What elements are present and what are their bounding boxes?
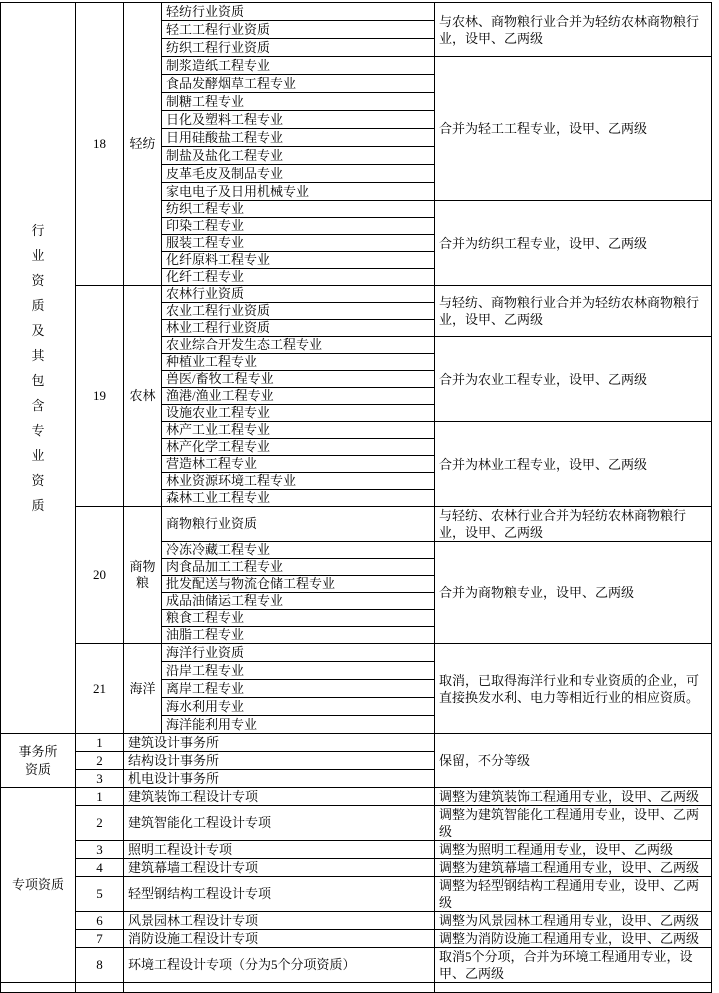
special-item-cell: 风景园林工程设计专项	[124, 912, 435, 930]
special-no-cell: 6	[76, 912, 124, 930]
qualification-item-cell: 油脂工程专业	[162, 627, 435, 644]
special-note-cell: 调整为照明工程通用专业，设甲、乙两级	[435, 841, 712, 859]
qualification-item-cell: 沿岸工程专业	[162, 662, 435, 680]
industry-category-cell: 轻纺	[124, 3, 162, 286]
qualification-item-cell: 林产化学工程专业	[162, 439, 435, 456]
qualification-item-cell: 日用硅酸盐工程专业	[162, 129, 435, 147]
qualification-item-cell: 农业综合开发生态工程专业	[162, 337, 435, 354]
industry-no-cell: 21	[76, 644, 124, 734]
qualification-item-cell: 日化及塑料工程专业	[162, 111, 435, 129]
office-item-cell: 机电设计事务所	[124, 770, 435, 788]
qualification-item-cell: 林业工程行业资质	[162, 320, 435, 337]
office-no-cell: 1	[76, 734, 124, 752]
qualification-item-cell: 化纤工程专业	[162, 269, 435, 286]
note-cell: 与轻纺、商物粮行业合并为轻纺农林商物粮行业，设甲、乙两级	[435, 286, 712, 337]
qualification-item-cell: 肉食品加工工程专业	[162, 559, 435, 576]
qualification-item-cell: 粮食工程专业	[162, 610, 435, 627]
special-no-cell: 3	[76, 841, 124, 859]
office-note-cell: 保留，不分等级	[435, 734, 712, 788]
industry-section-label: 行业资质及其包含专业资质	[31, 223, 45, 513]
note-cell: 与轻纺、农林行业合并为轻纺农林商物粮行业，设甲、乙两级	[435, 507, 712, 542]
note-cell: 合并为林业工程专业，设甲、乙两级	[435, 422, 712, 507]
qualification-item-cell: 海水利用专业	[162, 698, 435, 716]
qualification-item-cell: 林业资源环境工程专业	[162, 473, 435, 490]
cutoff-cell	[76, 983, 124, 993]
industry-no-cell: 18	[76, 3, 124, 286]
special-note-cell: 调整为建筑幕墙工程通用专业，设甲、乙两级	[435, 859, 712, 877]
special-no-cell: 7	[76, 930, 124, 948]
special-item-cell: 建筑幕墙工程设计专项	[124, 859, 435, 877]
qualification-item-cell: 印染工程专业	[162, 218, 435, 235]
qualification-item-cell: 兽医/畜牧工程专业	[162, 371, 435, 388]
office-section-label: 事务所资质	[18, 743, 58, 777]
qualification-item-cell: 营造林工程专业	[162, 456, 435, 473]
qualification-table	[0, 2, 712, 993]
cutoff-cell	[1, 983, 76, 993]
qualification-item-cell: 冷冻冷藏工程专业	[162, 542, 435, 559]
qualification-item-cell: 离岸工程专业	[162, 680, 435, 698]
cutoff-cell	[435, 983, 712, 993]
special-no-cell: 2	[76, 806, 124, 841]
industry-no-cell: 20	[76, 507, 124, 644]
qualification-item-cell: 批发配送与物流仓储工程专业	[162, 576, 435, 593]
office-item-cell: 建筑设计事务所	[124, 734, 435, 752]
qualification-item-cell: 林产工业工程专业	[162, 422, 435, 439]
cutoff-row	[1, 983, 712, 993]
special-section-label-cell: 专项资质	[1, 788, 76, 983]
qualification-item-cell: 皮革毛皮及制品专业	[162, 165, 435, 183]
industry-no-cell: 19	[76, 286, 124, 507]
office-item-cell: 结构设计事务所	[124, 752, 435, 770]
qualification-item-cell: 家电电子及日用机械专业	[162, 183, 435, 201]
qualification-item-cell: 渔港/渔业工程专业	[162, 388, 435, 405]
note-cell: 合并为农业工程专业，设甲、乙两级	[435, 337, 712, 422]
qualification-item-cell: 种植业工程专业	[162, 354, 435, 371]
special-note-cell: 调整为建筑智能化工程通用专业，设甲、乙两级	[435, 806, 712, 841]
qualification-item-cell: 制盐及盐化工程专业	[162, 147, 435, 165]
qualification-item-cell: 食品发酵烟草工程专业	[162, 75, 435, 93]
table-container	[0, 2, 713, 981]
qualification-item-cell: 化纤原料工程专业	[162, 252, 435, 269]
special-note-cell: 调整为建筑装饰工程通用专业，设甲、乙两级	[435, 788, 712, 806]
industry-section-label-cell	[1, 3, 76, 734]
note-cell: 合并为商物粮专业，设甲、乙两级	[435, 542, 712, 644]
qualification-item-cell: 制糖工程专业	[162, 93, 435, 111]
office-section-label-cell	[1, 734, 76, 788]
qualification-item-cell: 海洋行业资质	[162, 644, 435, 662]
qualification-item-cell: 服装工程专业	[162, 235, 435, 252]
industry-category-cell: 农林	[124, 286, 162, 507]
special-item-cell: 建筑装饰工程设计专项	[124, 788, 435, 806]
qualification-item-cell: 轻工工程行业资质	[162, 21, 435, 39]
office-no-cell: 2	[76, 752, 124, 770]
qualification-item-cell: 纺织工程专业	[162, 201, 435, 218]
note-cell: 合并为轻工工程专业，设甲、乙两级	[435, 57, 712, 201]
qualification-item-cell: 成品油储运工程专业	[162, 593, 435, 610]
industry-category-cell: 海洋	[124, 644, 162, 734]
note-cell: 合并为纺织工程专业，设甲、乙两级	[435, 201, 712, 286]
qualification-item-cell: 设施农业工程专业	[162, 405, 435, 422]
special-no-cell: 5	[76, 877, 124, 912]
special-note-cell: 取消5个分项，合并为环境工程通用专业，设甲、乙两级	[435, 948, 712, 983]
special-item-cell: 环境工程设计专项（分为5个分项资质）	[124, 948, 435, 983]
industry-category-cell: 商物粮	[124, 507, 162, 644]
special-item-cell: 消防设施工程设计专项	[124, 930, 435, 948]
special-item-cell: 轻型钢结构工程设计专项	[124, 877, 435, 912]
special-note-cell: 调整为轻型钢结构工程通用专业，设甲、乙两级	[435, 877, 712, 912]
office-no-cell: 3	[76, 770, 124, 788]
qualification-item-cell: 农林行业资质	[162, 286, 435, 303]
special-note-cell: 调整为风景园林工程通用专业，设甲、乙两级	[435, 912, 712, 930]
cutoff-cell	[124, 983, 435, 993]
qualification-item-cell: 商物粮行业资质	[162, 507, 435, 542]
special-no-cell: 8	[76, 948, 124, 983]
qualification-item-cell: 纺织工程行业资质	[162, 39, 435, 57]
special-no-cell: 1	[76, 788, 124, 806]
special-item-cell: 照明工程设计专项	[124, 841, 435, 859]
special-no-cell: 4	[76, 859, 124, 877]
qualification-item-cell: 制浆造纸工程专业	[162, 57, 435, 75]
qualification-item-cell: 海洋能利用专业	[162, 716, 435, 734]
note-cell: 与农林、商物粮行业合并为轻纺农林商物粮行业，设甲、乙两级	[435, 3, 712, 57]
note-cell: 取消，已取得海洋行业和专业资质的企业，可直接换发水利、电力等相近行业的相应资质。	[435, 644, 712, 734]
special-note-cell: 调整为消防设施工程通用专业，设甲、乙两级	[435, 930, 712, 948]
special-item-cell: 建筑智能化工程设计专项	[124, 806, 435, 841]
qualification-item-cell: 轻纺行业资质	[162, 3, 435, 21]
qualification-item-cell: 农业工程行业资质	[162, 303, 435, 320]
qualification-item-cell: 森林工业工程专业	[162, 490, 435, 507]
